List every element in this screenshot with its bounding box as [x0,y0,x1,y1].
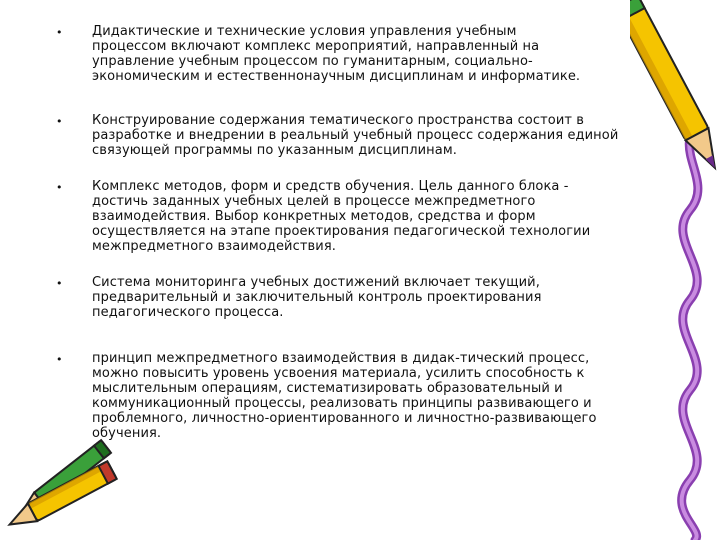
bullet-dot: • [56,277,63,290]
bullet-text: Дидактические и технические условия управления учебным процессом включают комплекс мероприятий, направленный на управление учебным процессом по гуманитарным, социально- экономическим и естественнонаучным дисциплинам и информатике. [92,24,581,84]
pencils-icon [0,430,120,540]
bullet-dot: • [56,26,63,39]
bullet-dot: • [56,353,63,366]
bullet-text: принцип межпредметного взаимодействия в дидак-тический процесс, можно повысить уровень усвоения материала, усилить способность к мыслительным операциям, систематизировать образовательный и коммуникационный процессы, реализовать принципы развивающего и проблемного, личностно-ориентированного и личностно-развивающего обучения. [92,351,597,441]
bullet-text: Комплекс методов, форм и средств обучения. Цель данного блока - достичь заданных учебных целей в процессе межпредметного взаимодействия. Выбор конкретных методов, средства и форм осуществляется на этапе проектирования педагогической технологии межпредметного взаимодействия. [92,179,591,254]
bullet-text: Конструирование содержания тематического пространства состоит в разработке и внедрении в реальный учебный процесс содержания единой связующей программы по указанным дисциплинам. [92,113,619,158]
bullet-dot: • [56,115,63,128]
bullet-text: Система мониторинга учебных достижений включает текущий, предварительный и заключительный контроль проектирования педагогического процесса. [92,275,542,320]
bullet-dot: • [56,181,63,194]
